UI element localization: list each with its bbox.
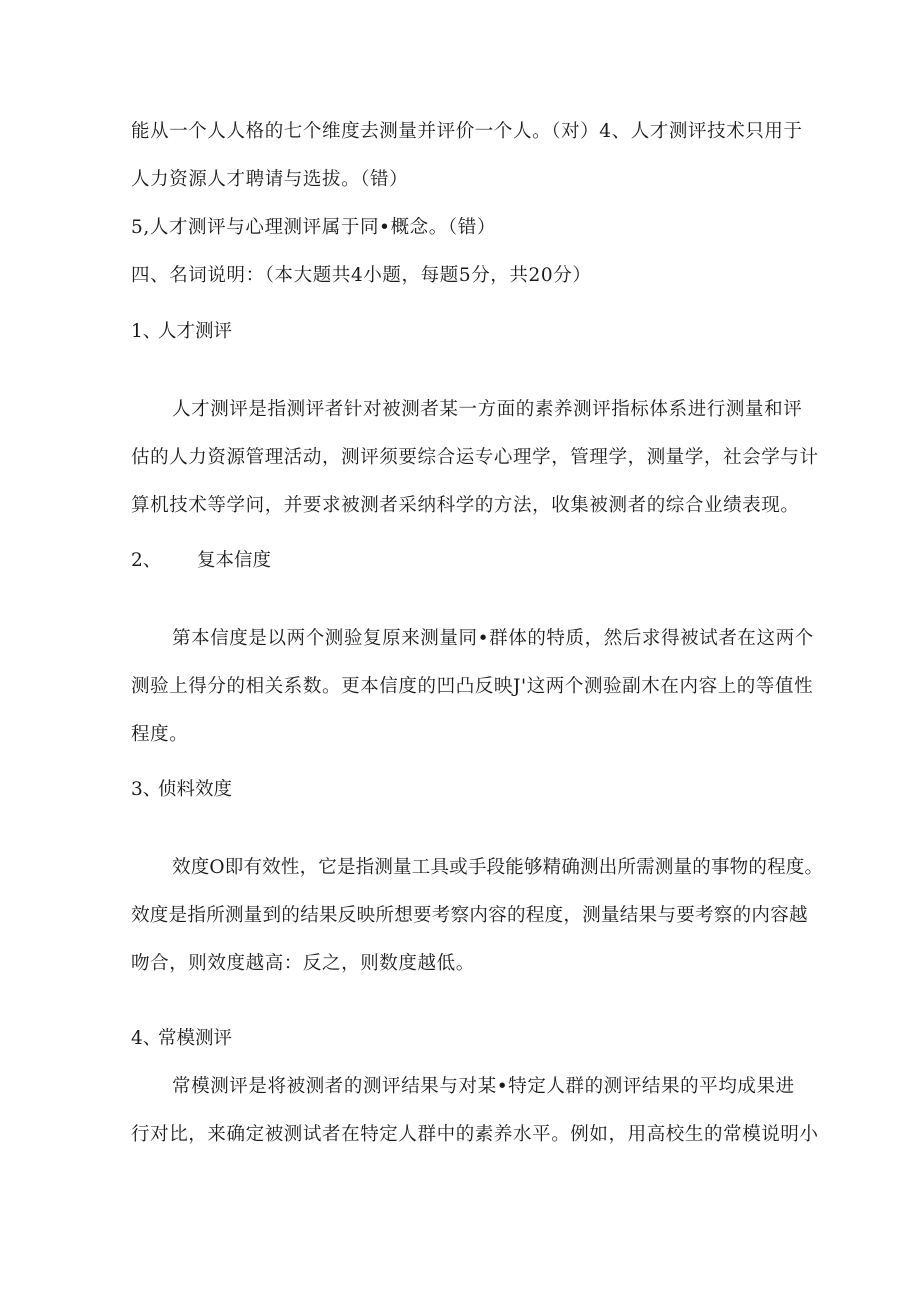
term-4-number: 4、 [131, 1028, 162, 1049]
term-1-heading: 人才测评 [158, 321, 233, 342]
intro-line-2: 人力资源人才聘请与选拔。（错） [131, 169, 409, 190]
term-2-number: 2、 [131, 550, 162, 571]
term-3-number: 3、 [131, 779, 162, 800]
term-1-line-1: 人才测评是指测评者针对被测者某一方面的素养测评指标体系进行测量和评 [172, 399, 803, 420]
term-2-line-3: 程度。 [131, 724, 189, 745]
term-4-heading: 常模测评 [158, 1028, 233, 1049]
intro-line-1: 能从一个人人格的七个维度去测量并评价一个人。（对）4、人才测评技术只用于 [131, 121, 803, 142]
term-4-line-2: 行对比，来确定被测试者在特定人群中的素养水平。例如，用高校生的常模说明小 [131, 1124, 819, 1145]
term-3-line-2: 效度是指所测量到的结果反映所想要考察内容的程度，测量结果与要考察的内容越 [131, 905, 808, 926]
term-2-heading: 复本信度 [197, 550, 272, 571]
term-4-line-1: 常模测评是将被测者的测评结果与对某•特定人群的测评结果的平均成果进 [172, 1076, 795, 1097]
term-3-line-3: 吻合，则效度越高：反之，则数度越低。 [131, 953, 475, 974]
section-title: 四、名词说明：（本大题共4小题，每题5分，共20分） [131, 265, 592, 286]
term-3-line-1: 效度O即有效性，它是指测量工具或手段能够精确测出所需测量的事物的程度。 [172, 857, 824, 878]
term-3-heading: 侦料效度 [158, 779, 233, 800]
term-2-line-1: 第本信度是以两个测验复原来测量同•群体的特质，然后求得被试者在这两个 [172, 628, 814, 649]
intro-line-3: 5,人才测评与心理测评属于同•概念。（错） [131, 217, 496, 238]
term-1-line-2: 估的人力资源管理活动，测评须要综合运专心理学，管理学，测量学，社会学与计 [131, 447, 819, 468]
term-1-line-3: 算机技术等学问，并要求被测者采纳科学的方法，收集被测者的综合业绩表现。 [131, 495, 800, 516]
term-1-number: 1、 [131, 321, 162, 342]
term-2-line-2: 测验上得分的相关系数。更本信度的凹凸反映J'这两个测验副木在内容上的等值性 [131, 676, 814, 697]
